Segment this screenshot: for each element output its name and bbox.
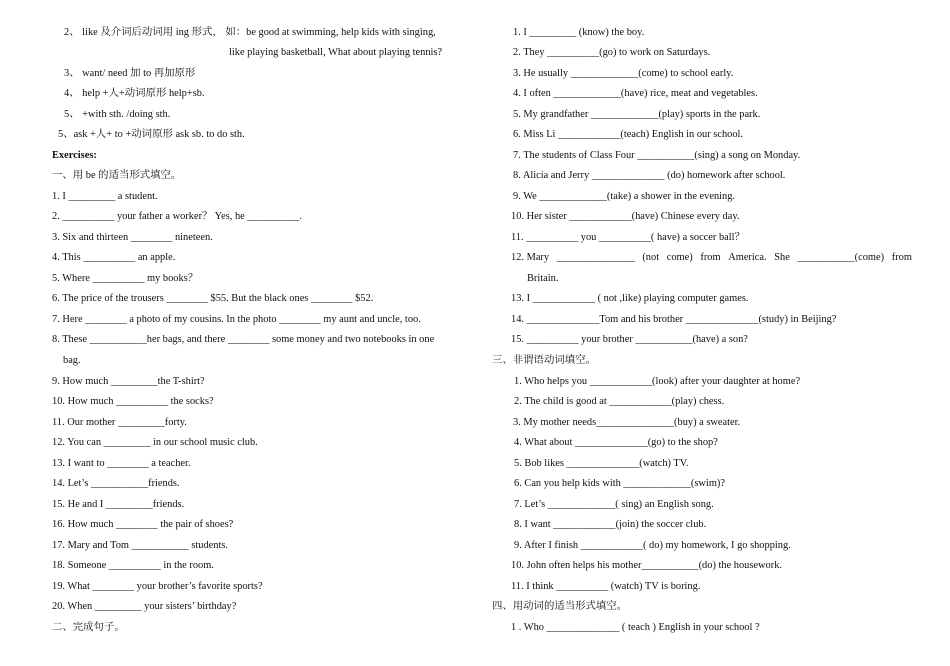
- exercise-item-continuation: Britain.: [527, 273, 559, 284]
- exercise-item: 15. He and I _________friends.: [52, 499, 185, 510]
- note-line: 5、 +with sth. /doing sth.: [64, 109, 171, 120]
- exercise-item: 9. We _____________(take) a shower in the evening.: [513, 191, 736, 202]
- exercise-item: 8. These ___________her bags, and there ________ some money and two notebooks in one: [52, 334, 435, 345]
- exercise-item-justified: 12. Mary _______________ (not come) from America. She ___________(come) from: [511, 252, 912, 263]
- exercise-item: 1 . Who ______________ ( teach ) English in your school ?: [511, 622, 760, 633]
- section-title: 二、完成句子。: [52, 622, 125, 633]
- exercise-item: 5. Bob likes ______________(watch) TV.: [514, 458, 689, 469]
- exercise-item: 2. They __________(go) to work on Saturdays.: [513, 47, 711, 58]
- exercise-item: 14. Let’s ___________friends.: [52, 478, 180, 489]
- exercise-item: 7. Here ________ a photo of my cousins. In the photo ________ my aunt and uncle, too.: [52, 314, 421, 325]
- exercise-item-continuation: bag.: [63, 355, 81, 366]
- exercise-item: 14. ______________Tom and his brother ______________(study) in Beijing?: [511, 314, 837, 325]
- exercise-item: 13. I want to ________ a teacher.: [52, 458, 191, 469]
- exercise-item: 13. I ____________ ( not ,like) playing computer games.: [511, 293, 749, 304]
- exercise-item: 3. My mother needs_______________(buy) a sweater.: [513, 417, 741, 428]
- exercise-item: 10. John often helps his mother___________(do) the housework.: [511, 560, 782, 571]
- note-line: 4、 help +人+动词原形 help+sb.: [64, 88, 205, 99]
- exercise-item: 10. How much __________ the socks?: [52, 396, 214, 407]
- exercise-item: 11. Our mother _________forty.: [52, 417, 187, 428]
- exercise-item: 11. I think __________ (watch) TV is boring.: [511, 581, 701, 592]
- exercise-item: 3. Six and thirteen ________ nineteen.: [52, 232, 213, 243]
- exercise-item: 5. My grandfather _____________(play) sports in the park.: [513, 109, 761, 120]
- exercise-item: 6. The price of the trousers ________ $55. But the black ones ________ $52.: [52, 293, 374, 304]
- exercise-item: 4. This __________ an apple.: [52, 252, 176, 263]
- exercise-item: 5. Where __________ my books？: [52, 273, 199, 284]
- exercise-item: 16. How much ________ the pair of shoes?: [52, 519, 234, 530]
- section-title: 四、用动词的适当形式填空。: [492, 601, 628, 612]
- exercise-item: 8. Alicia and Jerry ______________ (do) homework after school.: [513, 170, 786, 181]
- exercise-item: 17. Mary and Tom ___________ students.: [52, 540, 229, 551]
- exercise-item: 1. I _________ (know) the boy.: [513, 27, 645, 38]
- exercise-item: 20. When _________ your sisters’ birthday?: [52, 601, 237, 612]
- note-line: 3、 want/ need 加 to 再加原形: [64, 68, 196, 79]
- exercise-item: 7. Let’s _____________( sing) an English song.: [514, 499, 714, 510]
- note-line: 5、ask +人+ to +动词原形 ask sb. to do sth.: [58, 129, 245, 140]
- note-line: like playing basketball, What about playing tennis?: [229, 47, 443, 58]
- exercise-item: 11. __________ you __________( have) a soccer ball？: [511, 232, 745, 243]
- section-title: 一、用 be 的适当形式填空。: [52, 170, 182, 181]
- exercise-item: 1. Who helps you ____________(look) after your daughter at home?: [514, 376, 801, 387]
- exercise-item: 9. After I finish ____________( do) my homework, I go shopping.: [514, 540, 791, 551]
- exercise-item: 2. The child is good at ____________(play) chess.: [514, 396, 725, 407]
- exercise-item: 4. What about ______________(go) to the shop?: [514, 437, 718, 448]
- exercise-item: 15. __________ your brother ___________(have) a son?: [511, 334, 748, 345]
- exercise-item: 12. You can _________ in our school music club.: [52, 437, 258, 448]
- exercises-heading: Exercises:: [52, 150, 97, 161]
- exercise-item: 9. How much _________the T-shirt?: [52, 376, 205, 387]
- section-title: 三、非谓语动词填空。: [492, 355, 596, 366]
- note-line: 2、 like 及介词后动词用 ing 形式， 如：be good at swimming, help kids with singing,: [64, 27, 436, 38]
- exercise-item: 1. I _________ a student.: [52, 191, 158, 202]
- exercise-item: 19. What ________ your brother’s favorite sports?: [52, 581, 263, 592]
- exercise-item: 8. I want ____________(join) the soccer club.: [514, 519, 707, 530]
- exercise-item: 3. He usually _____________(come) to school early.: [513, 68, 734, 79]
- exercise-item: 6. Can you help kids with _____________(swim)?: [514, 478, 725, 489]
- exercise-item: 2. __________ your father a worker？ Yes, he __________.: [52, 211, 302, 222]
- exercise-item: 4. I often _____________(have) rice, meat and vegetables.: [513, 88, 758, 99]
- exercise-item: 10. Her sister ____________(have) Chinese every day.: [511, 211, 740, 222]
- exercise-item: 18. Someone __________ in the room.: [52, 560, 214, 571]
- exercise-item: 7. The students of Class Four ___________(sing) a song on Monday.: [513, 150, 801, 161]
- exercise-item: 6. Miss Li ____________(teach) English in our school.: [513, 129, 744, 140]
